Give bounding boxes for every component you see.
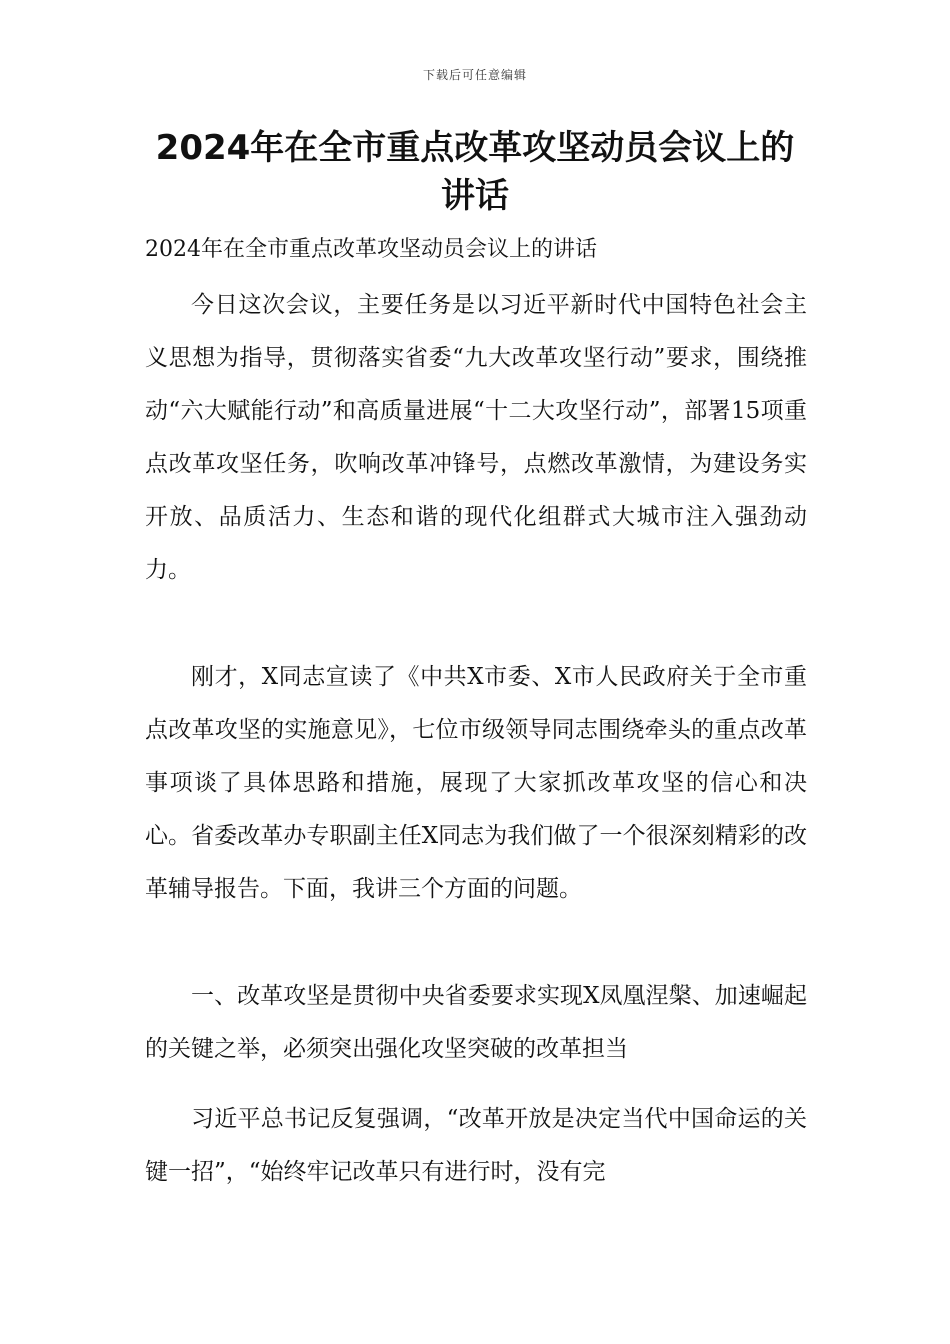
document-title: 2024年在全市重点改革攻坚动员会议上的讲话 bbox=[155, 128, 795, 216]
paragraph-summary: 刚才，X同志宣读了《中共X市委、X市人民政府关于全市重点改革攻坚的实施意见》，七位市级领导同志围绕牵头的重点改革事项谈了具体思路和措施，展现了大家抓改革攻坚的信心和决心。省委改革办专职副主任X同志为我们做了一个很深刻精彩的改革辅导报告。下面，我讲三个方面的问题。 bbox=[145, 664, 807, 902]
document-subtitle: 2024年在全市重点改革攻坚动员会议上的讲话 bbox=[145, 237, 597, 262]
header-note: 下载后可任意编辑 bbox=[422, 68, 527, 82]
paragraph-quote: 习近平总书记反复强调，“改革开放是决定当代中国命运的关键一招”，“始终牢记改革只有进行时，没有完 bbox=[145, 1106, 807, 1185]
paragraph-intro: 今日这次会议，主要任务是以习近平新时代中国特色社会主义思想为指导，贯彻落实省委“九大改革攻坚行动”要求，围绕推动“六大赋能行动”和高质量进展“十二大攻坚行动”，部署15项重点改革攻坚任务，吹响改革冲锋号，点燃改革激情，为建设务实开放、品质活力、生态和谐的现代化组群式大城市注入强劲动力。 bbox=[145, 292, 807, 583]
section-heading-one: 一、改革攻坚是贯彻中央省委要求实现X凤凰涅槃、加速崛起的关键之举，必须突出强化攻坚突破的改革担当 bbox=[145, 983, 807, 1062]
